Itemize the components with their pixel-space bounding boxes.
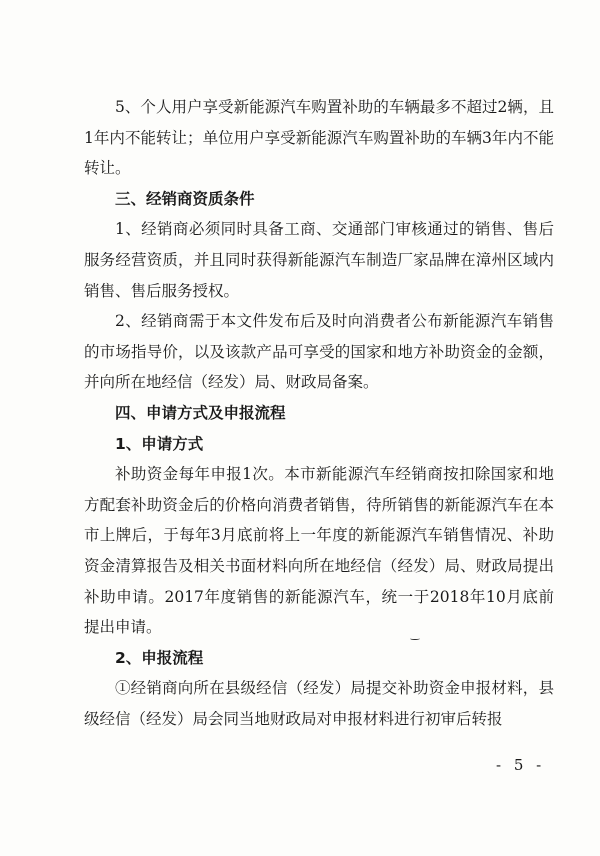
paragraph-dealer-qualification-2: 2、经销商需于本文件发布后及时向消费者公布新能源汽车销售的市场指导价，以及该款产品可享受的国家和地方补助资金的金额，并向所在地经信（经发）局、财政局备案。	[84, 312, 554, 392]
page-number: - 5 -	[496, 756, 546, 774]
handwritten-underlined-deadline: 于2018年10月底前提出申请。	[84, 587, 555, 637]
subheading-declaration-process: 2、申报流程	[115, 648, 204, 667]
paragraph-application-method	[84, 459, 554, 643]
document-body	[84, 92, 554, 734]
paragraph-declaration-process: ①经销商向所在县级经信（经发）局提交补助资金申报材料，县级经信（经发）局会同当地财政局对申报材料进行初审后转报	[84, 679, 554, 728]
section-heading-3: 三、经销商资质条件	[115, 189, 255, 208]
paragraph-dealer-qualification-1: 1、经销商必须同时具备工商、交通部门审核通过的销售、售后服务经营资质，并且同时获得新能源汽车制造厂家品牌在漳州区域内销售、售后服务授权。	[84, 220, 554, 300]
application-method-text: 补助资金每年申报1次。本市新能源汽车经销商按扣除国家和地方配套补助资金后的价格向消费者销售，待所销售的新能源汽车在本市上牌后，于每年3月底前将上一年度的新能源汽车销售情况、补助资金清算报告及相关书面材料向所在地经信（经发）局、财政局提出补助申请。2017年度销售的新能源汽车，统一	[84, 465, 554, 606]
paragraph-item-5: 5、个人用户享受新能源汽车购置补助的车辆最多不超过2辆，且1年内不能转让；单位用户享受新能源汽车购置补助的车辆3年内不能转让。	[84, 98, 554, 178]
subheading-application-method: 1、申请方式	[115, 434, 204, 453]
section-heading-4: 四、申请方式及申报流程	[115, 403, 286, 422]
